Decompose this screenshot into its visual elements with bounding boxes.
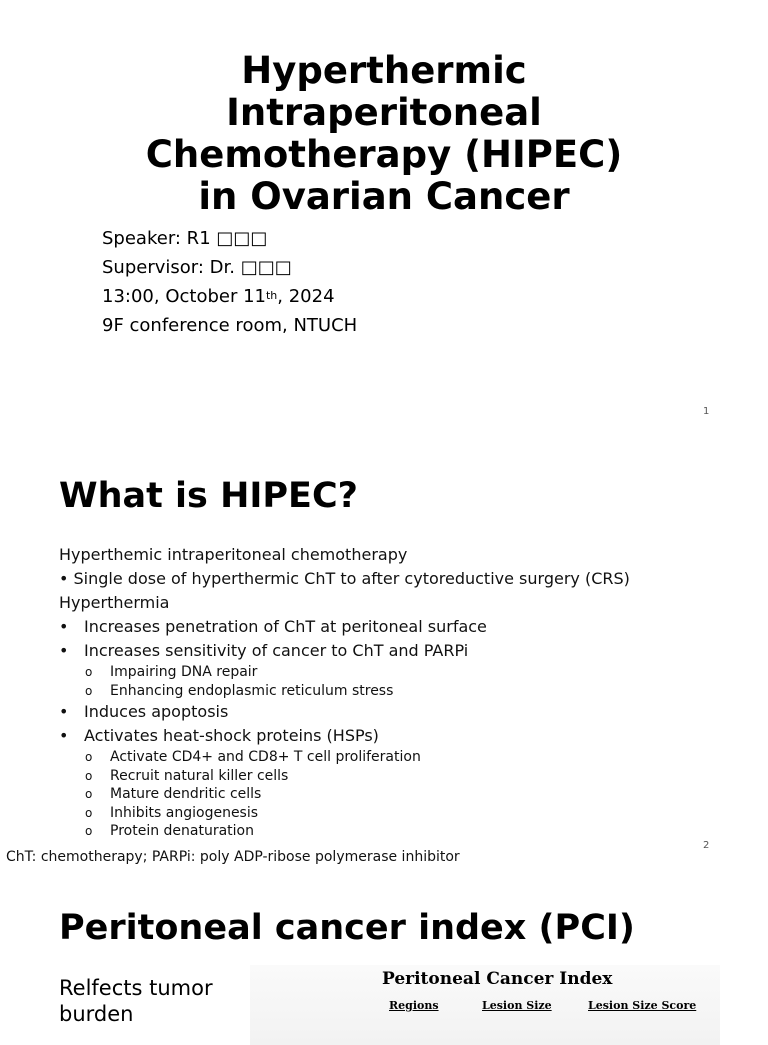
sub-bullet-marker: o [85,750,93,764]
sub-bullet-marker: o [85,665,93,679]
figure-column-header: Lesion Size [482,999,552,1012]
figure-column-header: Regions [389,999,439,1012]
sub-bullet-item [59,748,630,767]
date-year: , 2024 [277,286,335,307]
sub-bullet-marker: o [85,787,93,801]
bullet-marker: • [59,617,69,636]
figure-title: Peritoneal Cancer Index [382,969,613,989]
sub-bullet-item [59,804,630,823]
sub-bullet-item [59,822,630,841]
hipec-slide [0,430,768,870]
date-text [102,282,357,311]
sub-bullet-marker: o [85,824,93,838]
page-number: 2 [703,840,710,851]
page-number: 1 [703,406,710,417]
bullet-item [59,639,630,663]
bullet-marker: • [59,726,69,745]
presentation-title [0,50,768,218]
sub-bullet-marker: o [85,768,93,783]
location-text: 9F conference room, NTUCH [102,315,358,336]
sub-bullet-text: Enhancing endoplasmic reticulum stress [110,682,394,699]
bullet-text: Increases penetration of ChT at peritoneal surface [84,617,487,636]
body-line: Relfects tumor [59,976,213,1000]
sub-bullet-item [59,785,630,804]
definition-text: Hyperthemic intraperitoneal chemotherapy [59,545,408,564]
section-heading: Hyperthermia [59,593,170,612]
bullet-text: Activates heat-shock proteins (HSPs) [84,726,379,745]
sub-bullet-text: Activate CD4+ and CD8+ T cell proliferation [110,749,421,765]
sub-bullet-text: Mature dendritic cells [110,786,262,802]
slide-title: Peritoneal cancer index (PCI) [59,908,635,948]
sub-bullet-item [59,663,630,682]
slide-title: What is HIPEC? [59,476,358,516]
figure-column-header: Lesion Size Score [588,999,697,1012]
sub-bullet-marker: o [85,805,93,820]
title-line: in Ovarian Cancer [198,175,570,218]
pci-table-figure [250,965,720,1045]
date-ordinal: th [265,289,278,302]
slide-body [59,975,213,1027]
sub-bullet-text: Recruit natural killer cells [110,767,289,784]
supervisor-text: Supervisor: Dr. □□□ [102,257,292,278]
title-slide [0,0,768,430]
sub-bullet-item [59,767,630,786]
title-line: Hyperthermic [241,49,527,92]
sub-bullet-marker: o [85,683,93,698]
bullet-marker: • [59,641,69,660]
sub-bullet-item [59,682,630,701]
body-line: burden [59,1002,134,1026]
sub-bullet-text: Inhibits angiogenesis [110,804,259,821]
bullet-item [59,615,630,639]
title-line: Chemotherapy (HIPEC) [145,133,623,176]
bullet-marker: • [59,702,69,721]
footnote: ChT: chemotherapy; PARPi: poly ADP-ribose polymerase inhibitor [6,849,460,865]
speaker-text: Speaker: R1 □□□ [102,228,268,249]
date-main: 13:00, October 11 [102,286,266,307]
slide-body [59,543,630,841]
title-line: Intraperitoneal [226,91,542,134]
bullet-text: Induces apoptosis [84,702,229,721]
presentation-meta [102,224,357,340]
bullet-text: Increases sensitivity of cancer to ChT and PARPi [84,641,469,660]
sub-bullet-text: Impairing DNA repair [110,664,258,680]
bullet-item [59,700,630,724]
pci-slide [0,880,768,1024]
bullet-item [59,724,630,748]
definition-detail: • Single dose of hyperthermic ChT to after cytoreductive surgery (CRS) [59,569,630,588]
sub-bullet-text: Protein denaturation [110,823,254,839]
